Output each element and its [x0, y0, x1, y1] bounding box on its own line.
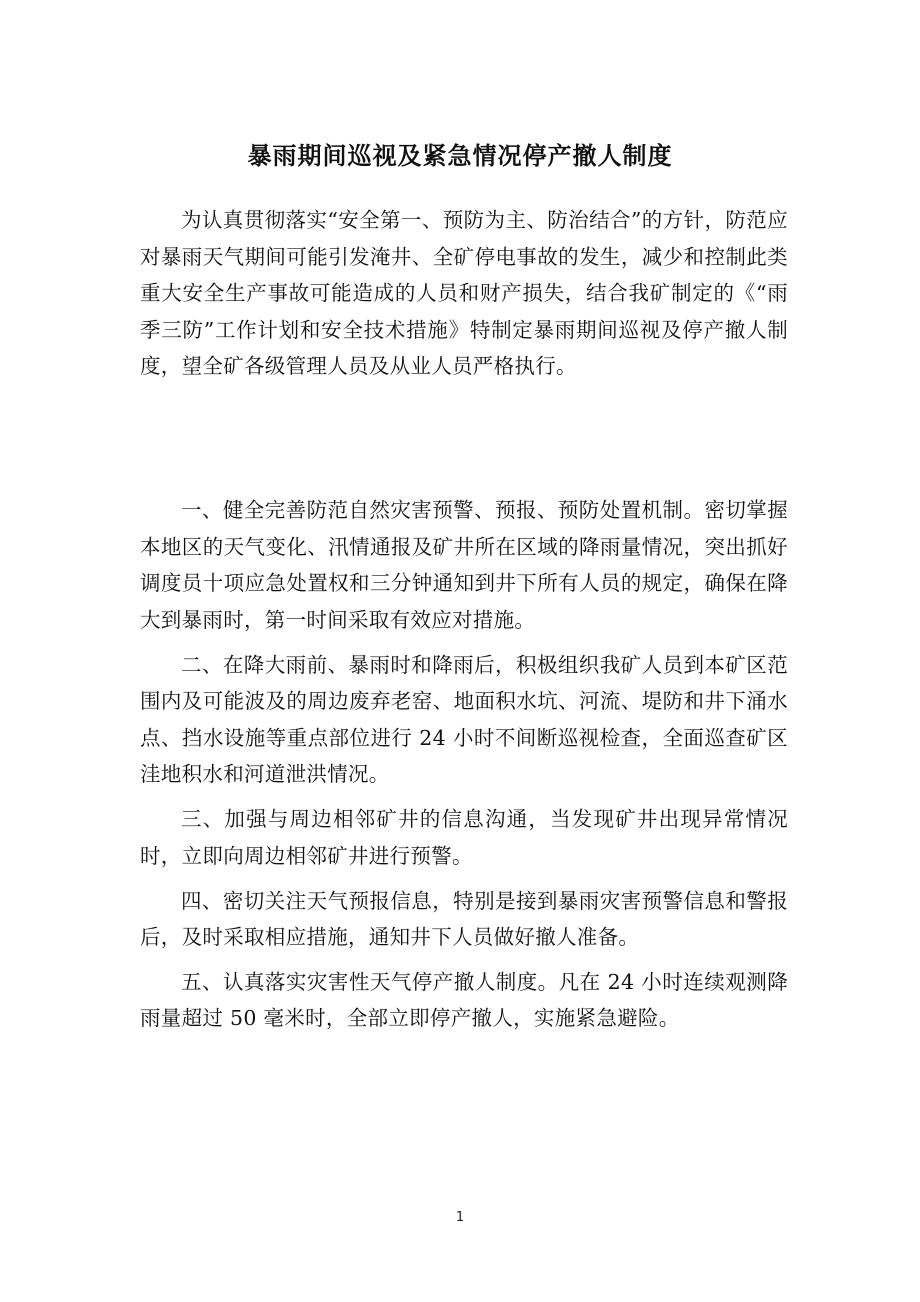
- document-title: 暴雨期间巡视及紧急情况停产撤人制度: [247, 142, 673, 170]
- intro-paragraph: 为认真贯彻落实“安全第一、预防为主、防治结合”的方针，防范应对暴雨天气期间可能引发淹井、全矿停电事故的发生，减少和控制此类重大安全生产事故可能造成的人员和财产损失，结合我矿制定的《“雨季三防”工作计划和安全技术措施》特制定暴雨期间巡视及停产撤人制度，望全矿各级管理人员及从业人员严格执行。: [140, 208, 788, 379]
- item-paragraph-4: 四、密切关注天气预报信息，特别是接到暴雨灾害预警信息和警报后，及时采取相应措施，通知井下人员做好撤人准备。: [140, 888, 788, 950]
- items-section: [140, 492, 788, 1037]
- page-number: 1: [455, 1210, 465, 1225]
- item-paragraph-5: 五、认真落实灾害性天气停产撤人制度。凡在 24 小时连续观测降雨量超过 50 毫米时，全部立即停产撤人，实施紧急避险。: [140, 969, 788, 1031]
- item-paragraph-3: 三、加强与周边相邻矿井的信息沟通，当发现矿井出现异常情况时，立即向周边相邻矿井进行预警。: [140, 807, 788, 868]
- item-paragraph-1: 一、健全完善防范自然灾害预警、预报、预防处置机制。密切掌握本地区的天气变化、汛情通报及矿井所在区域的降雨量情况，突出抓好调度员十项应急处置权和三分钟通知到井下所有人员的规定，确保在降大到暴雨时，第一时间采取有效应对措施。: [140, 498, 788, 632]
- intro-section: [140, 202, 788, 385]
- item-paragraph-2: 二、在降大雨前、暴雨时和降雨后，积极组织我矿人员到本矿区范围内及可能波及的周边废弃老窑、地面积水坑、河流、堤防和井下涌水点、挡水设施等重点部位进行 24 小时不间断巡视检查，全面巡查矿区洼地积水和河道泄洪情况。: [140, 652, 788, 787]
